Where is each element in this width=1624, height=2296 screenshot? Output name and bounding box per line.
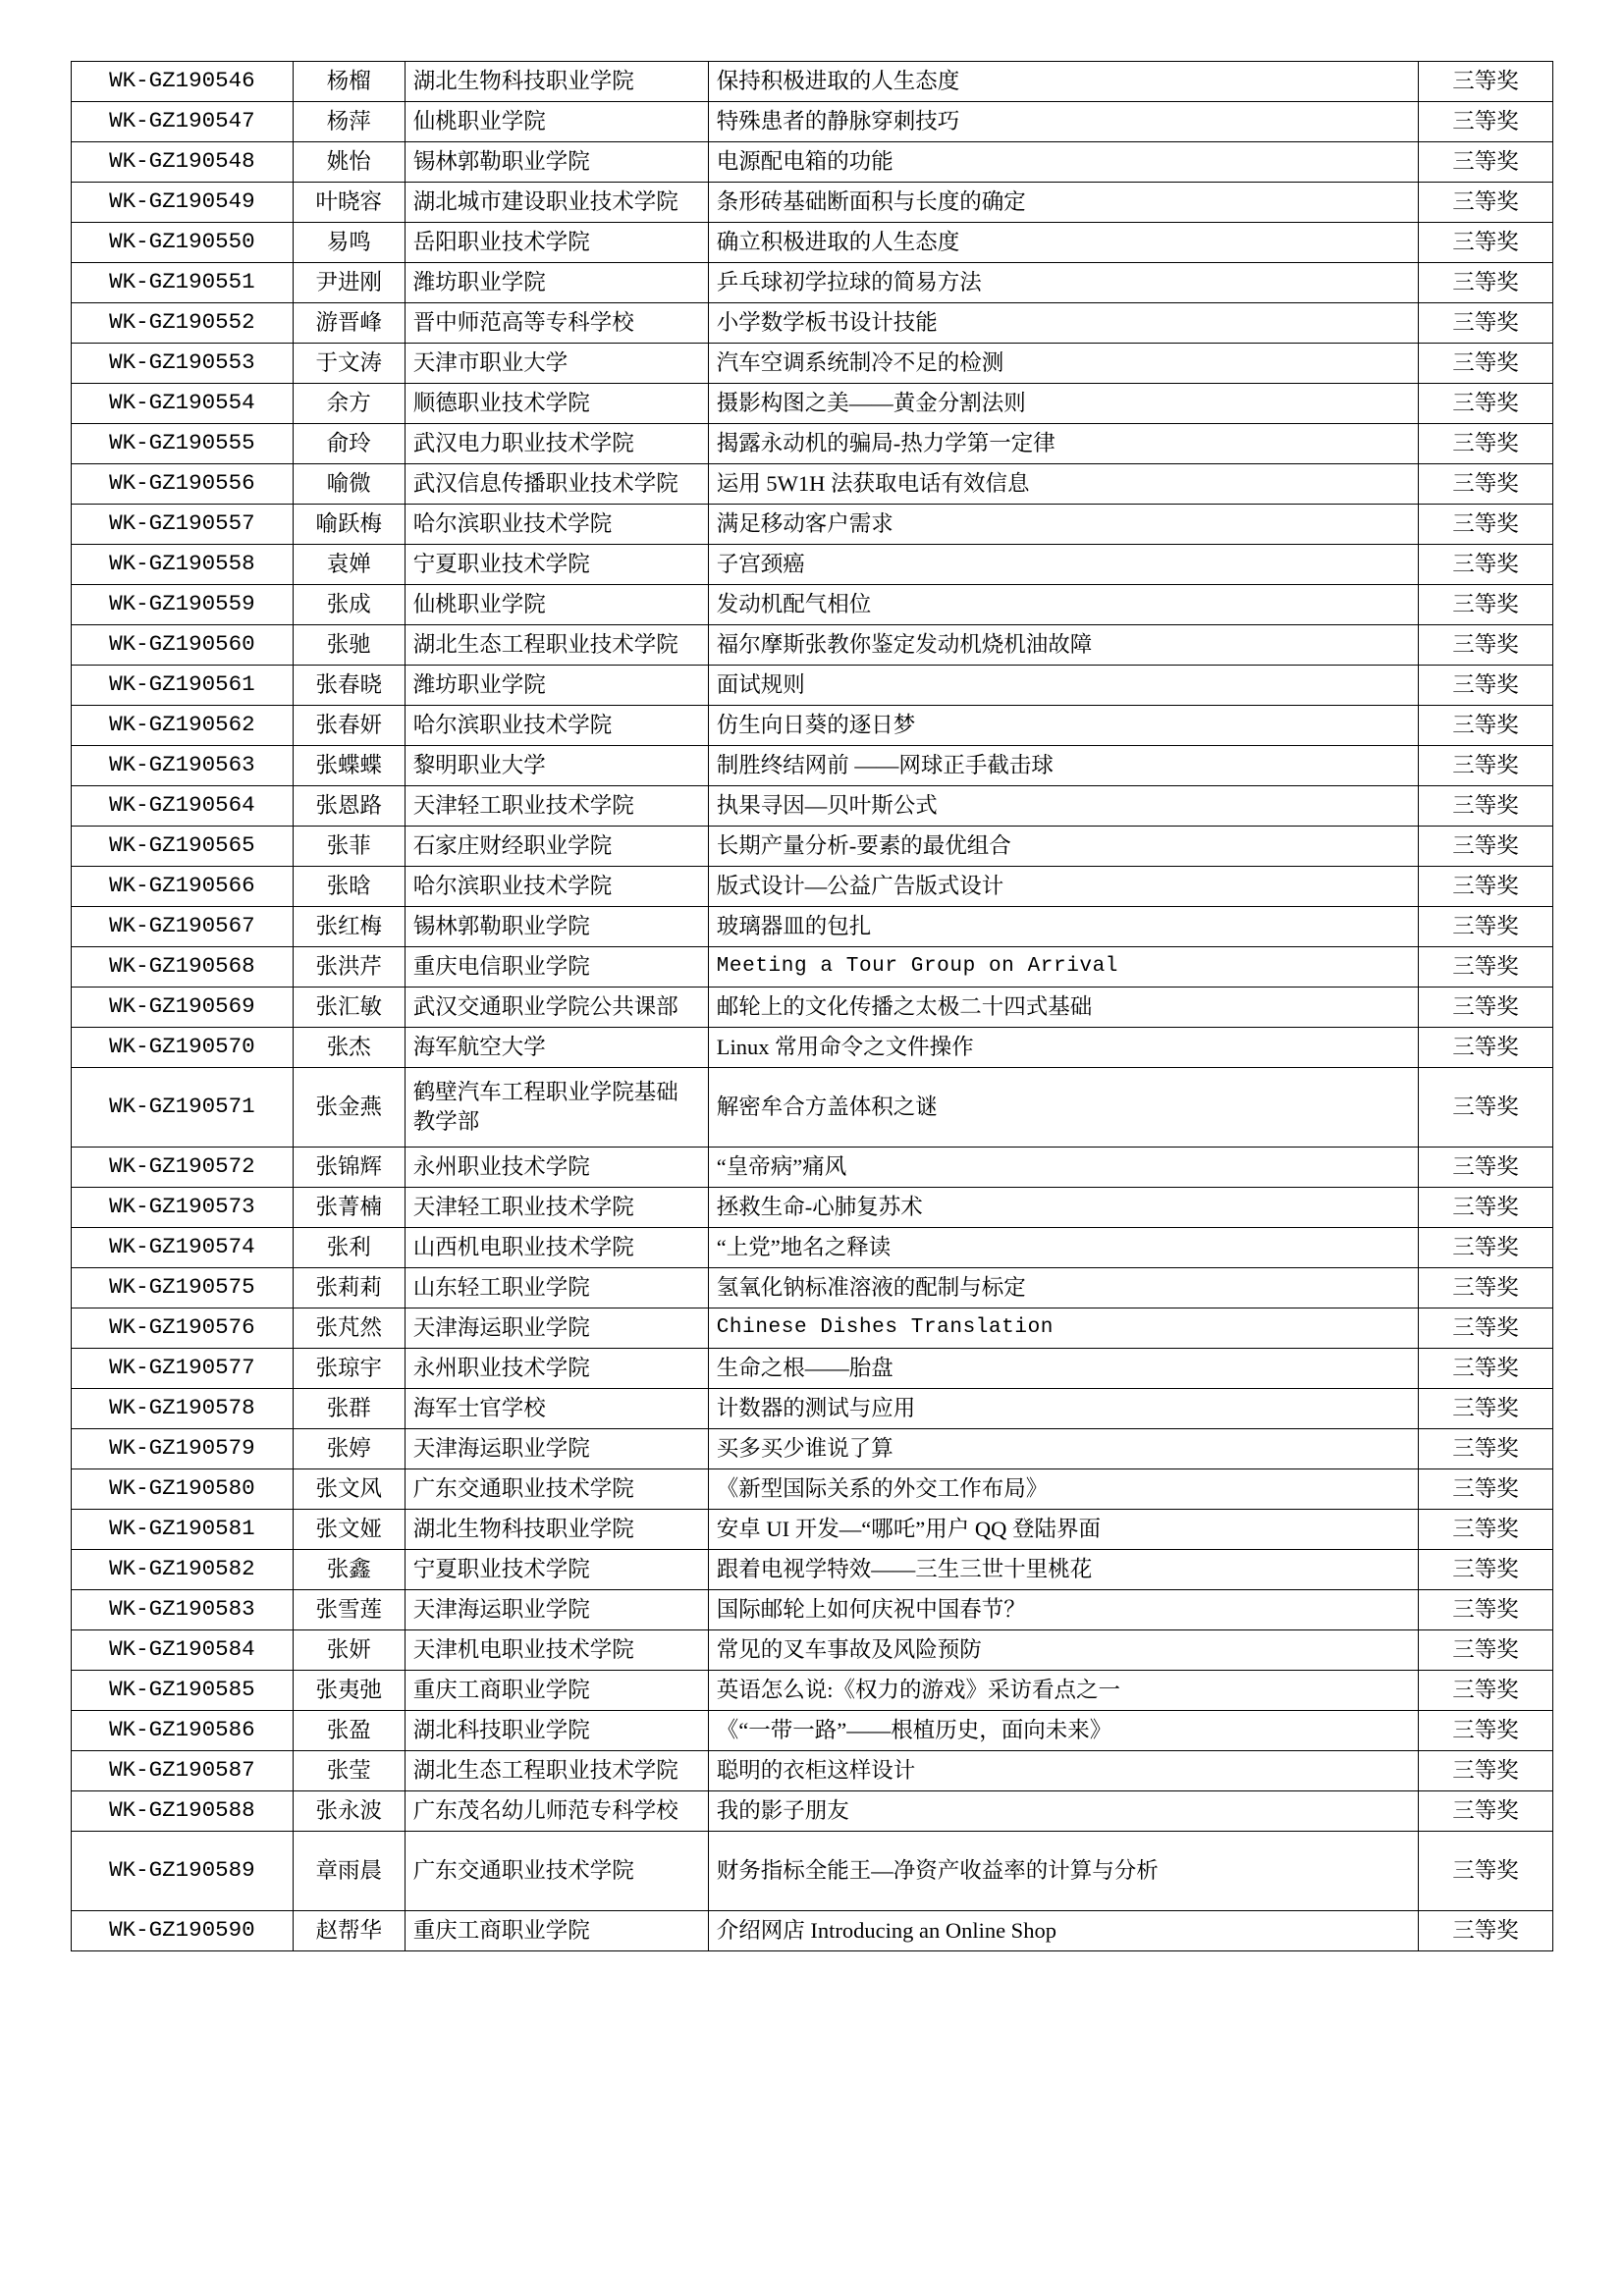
cell-award: 三等奖 — [1419, 1911, 1553, 1951]
cell-award: 三等奖 — [1419, 1630, 1553, 1671]
cell-title: 满足移动客户需求 — [708, 505, 1418, 545]
cell-organization: 湖北生态工程职业技术学院 — [405, 1751, 708, 1791]
cell-name: 喻微 — [293, 464, 405, 505]
table-row — [72, 988, 1553, 1028]
cell-code: WK-GZ190570 — [72, 1028, 294, 1068]
cell-code: WK-GZ190554 — [72, 384, 294, 424]
cell-organization: 天津海运职业学院 — [405, 1308, 708, 1349]
cell-organization: 晋中师范高等专科学校 — [405, 303, 708, 344]
cell-organization: 重庆工商职业学院 — [405, 1671, 708, 1711]
cell-award: 三等奖 — [1419, 1429, 1553, 1469]
cell-organization: 湖北生物科技职业学院 — [405, 62, 708, 102]
table-row — [72, 1911, 1553, 1951]
table-row — [72, 947, 1553, 988]
cell-name: 张春妍 — [293, 706, 405, 746]
cell-title: 福尔摩斯张教你鉴定发动机烧机油故障 — [708, 625, 1418, 666]
cell-title: 玻璃器皿的包扎 — [708, 907, 1418, 947]
cell-award: 三等奖 — [1419, 1389, 1553, 1429]
cell-organization: 永州职业技术学院 — [405, 1349, 708, 1389]
cell-award: 三等奖 — [1419, 1188, 1553, 1228]
cell-award: 三等奖 — [1419, 746, 1553, 786]
table-row — [72, 142, 1553, 183]
cell-award: 三等奖 — [1419, 988, 1553, 1028]
cell-award: 三等奖 — [1419, 344, 1553, 384]
cell-organization: 潍坊职业学院 — [405, 666, 708, 706]
cell-award: 三等奖 — [1419, 142, 1553, 183]
cell-name: 章雨晨 — [293, 1832, 405, 1911]
cell-organization: 天津海运职业学院 — [405, 1590, 708, 1630]
table-row — [72, 1349, 1553, 1389]
table-row — [72, 1832, 1553, 1911]
cell-code: WK-GZ190583 — [72, 1590, 294, 1630]
cell-code: WK-GZ190560 — [72, 625, 294, 666]
cell-title: 邮轮上的文化传播之太极二十四式基础 — [708, 988, 1418, 1028]
cell-name: 杨榴 — [293, 62, 405, 102]
cell-title: 乒乓球初学拉球的简易方法 — [708, 263, 1418, 303]
cell-title: 常见的叉车事故及风险预防 — [708, 1630, 1418, 1671]
cell-code: WK-GZ190589 — [72, 1832, 294, 1911]
cell-award: 三等奖 — [1419, 464, 1553, 505]
table-row — [72, 1630, 1553, 1671]
cell-name: 张芃然 — [293, 1308, 405, 1349]
cell-code: WK-GZ190562 — [72, 706, 294, 746]
cell-organization: 湖北生物科技职业学院 — [405, 1510, 708, 1550]
cell-award: 三等奖 — [1419, 1791, 1553, 1832]
table-row — [72, 827, 1553, 867]
cell-title: 保持积极进取的人生态度 — [708, 62, 1418, 102]
cell-name: 赵帮华 — [293, 1911, 405, 1951]
cell-title: 解密牟合方盖体积之谜 — [708, 1068, 1418, 1148]
cell-code: WK-GZ190573 — [72, 1188, 294, 1228]
cell-award: 三等奖 — [1419, 1028, 1553, 1068]
cell-code: WK-GZ190575 — [72, 1268, 294, 1308]
cell-code: WK-GZ190581 — [72, 1510, 294, 1550]
cell-award: 三等奖 — [1419, 545, 1553, 585]
cell-code: WK-GZ190558 — [72, 545, 294, 585]
cell-code: WK-GZ190548 — [72, 142, 294, 183]
table-row — [72, 505, 1553, 545]
cell-title: 财务指标全能王—净资产收益率的计算与分析 — [708, 1832, 1418, 1911]
cell-organization: 海军航空大学 — [405, 1028, 708, 1068]
cell-code: WK-GZ190563 — [72, 746, 294, 786]
cell-organization: 潍坊职业学院 — [405, 263, 708, 303]
table-row — [72, 1188, 1553, 1228]
cell-name: 易鸣 — [293, 223, 405, 263]
cell-name: 张菲 — [293, 827, 405, 867]
cell-organization: 湖北生态工程职业技术学院 — [405, 625, 708, 666]
cell-title: 聪明的衣柜这样设计 — [708, 1751, 1418, 1791]
cell-award: 三等奖 — [1419, 1671, 1553, 1711]
cell-organization: 顺德职业技术学院 — [405, 384, 708, 424]
cell-award: 三等奖 — [1419, 867, 1553, 907]
cell-award: 三等奖 — [1419, 827, 1553, 867]
cell-title: 子宫颈癌 — [708, 545, 1418, 585]
cell-title: Chinese Dishes Translation — [708, 1308, 1418, 1349]
cell-award: 三等奖 — [1419, 1228, 1553, 1268]
cell-name: 游晋峰 — [293, 303, 405, 344]
table-row — [72, 183, 1553, 223]
cell-title: 跟着电视学特效——三生三世十里桃花 — [708, 1550, 1418, 1590]
cell-code: WK-GZ190578 — [72, 1389, 294, 1429]
cell-title: 英语怎么说:《权力的游戏》采访看点之一 — [708, 1671, 1418, 1711]
table-row — [72, 263, 1553, 303]
cell-code: WK-GZ190552 — [72, 303, 294, 344]
cell-code: WK-GZ190551 — [72, 263, 294, 303]
table-row — [72, 867, 1553, 907]
cell-award: 三等奖 — [1419, 1550, 1553, 1590]
cell-name: 张金燕 — [293, 1068, 405, 1148]
cell-name: 张晗 — [293, 867, 405, 907]
table-row — [72, 666, 1553, 706]
cell-award: 三等奖 — [1419, 1268, 1553, 1308]
cell-award: 三等奖 — [1419, 1510, 1553, 1550]
cell-organization: 石家庄财经职业学院 — [405, 827, 708, 867]
table-row — [72, 1590, 1553, 1630]
cell-organization: 广东茂名幼儿师范专科学校 — [405, 1791, 708, 1832]
cell-name: 余方 — [293, 384, 405, 424]
cell-code: WK-GZ190567 — [72, 907, 294, 947]
cell-organization: 天津轻工职业技术学院 — [405, 1188, 708, 1228]
cell-title: 氢氧化钠标准溶液的配制与标定 — [708, 1268, 1418, 1308]
cell-award: 三等奖 — [1419, 585, 1553, 625]
cell-organization: 哈尔滨职业技术学院 — [405, 867, 708, 907]
cell-code: WK-GZ190555 — [72, 424, 294, 464]
cell-name: 张琼宇 — [293, 1349, 405, 1389]
cell-organization: 黎明职业大学 — [405, 746, 708, 786]
table-row — [72, 706, 1553, 746]
cell-title: “上党”地名之释读 — [708, 1228, 1418, 1268]
table-row — [72, 1751, 1553, 1791]
cell-code: WK-GZ190572 — [72, 1148, 294, 1188]
cell-name: 张锦辉 — [293, 1148, 405, 1188]
cell-title: 条形砖基础断面积与长度的确定 — [708, 183, 1418, 223]
cell-code: WK-GZ190582 — [72, 1550, 294, 1590]
cell-organization: 天津市职业大学 — [405, 344, 708, 384]
cell-organization: 宁夏职业技术学院 — [405, 545, 708, 585]
table-row — [72, 62, 1553, 102]
cell-organization: 武汉电力职业技术学院 — [405, 424, 708, 464]
cell-organization: 鹤壁汽车工程职业学院基础教学部 — [405, 1068, 708, 1148]
cell-code: WK-GZ190556 — [72, 464, 294, 505]
cell-code: WK-GZ190569 — [72, 988, 294, 1028]
cell-title: 拯救生命-心肺复苏术 — [708, 1188, 1418, 1228]
cell-award: 三等奖 — [1419, 424, 1553, 464]
cell-code: WK-GZ190588 — [72, 1791, 294, 1832]
table-row — [72, 1429, 1553, 1469]
cell-organization: 锡林郭勒职业学院 — [405, 907, 708, 947]
cell-title: 小学数学板书设计技能 — [708, 303, 1418, 344]
table-row — [72, 585, 1553, 625]
table-row — [72, 625, 1553, 666]
cell-name: 张红梅 — [293, 907, 405, 947]
cell-organization: 武汉信息传播职业技术学院 — [405, 464, 708, 505]
cell-name: 张利 — [293, 1228, 405, 1268]
cell-code: WK-GZ190586 — [72, 1711, 294, 1751]
cell-code: WK-GZ190580 — [72, 1469, 294, 1510]
cell-name: 张菁楠 — [293, 1188, 405, 1228]
cell-award: 三等奖 — [1419, 263, 1553, 303]
cell-organization: 永州职业技术学院 — [405, 1148, 708, 1188]
cell-title: “皇帝病”痛风 — [708, 1148, 1418, 1188]
cell-title: 确立积极进取的人生态度 — [708, 223, 1418, 263]
cell-code: WK-GZ190579 — [72, 1429, 294, 1469]
cell-name: 张莹 — [293, 1751, 405, 1791]
cell-award: 三等奖 — [1419, 666, 1553, 706]
cell-code: WK-GZ190590 — [72, 1911, 294, 1951]
cell-title: 面试规则 — [708, 666, 1418, 706]
cell-name: 张鑫 — [293, 1550, 405, 1590]
table-row — [72, 746, 1553, 786]
cell-code: WK-GZ190559 — [72, 585, 294, 625]
cell-title: 运用 5W1H 法获取电话有效信息 — [708, 464, 1418, 505]
cell-name: 张婷 — [293, 1429, 405, 1469]
cell-name: 张恩路 — [293, 786, 405, 827]
cell-award: 三等奖 — [1419, 1308, 1553, 1349]
cell-organization: 哈尔滨职业技术学院 — [405, 706, 708, 746]
cell-award: 三等奖 — [1419, 505, 1553, 545]
cell-code: WK-GZ190546 — [72, 62, 294, 102]
cell-name: 杨萍 — [293, 102, 405, 142]
table-row — [72, 303, 1553, 344]
table-row — [72, 424, 1553, 464]
table-row — [72, 1550, 1553, 1590]
table-row — [72, 1389, 1553, 1429]
cell-award: 三等奖 — [1419, 1349, 1553, 1389]
table-row — [72, 1510, 1553, 1550]
cell-title: 版式设计—公益广告版式设计 — [708, 867, 1418, 907]
table-row — [72, 1671, 1553, 1711]
table-row — [72, 1268, 1553, 1308]
cell-title: 《“一带一路”——根植历史，面向未来》 — [708, 1711, 1418, 1751]
cell-organization: 仙桃职业学院 — [405, 102, 708, 142]
cell-title: Linux 常用命令之文件操作 — [708, 1028, 1418, 1068]
cell-code: WK-GZ190587 — [72, 1751, 294, 1791]
award-list-table — [71, 61, 1553, 1951]
cell-organization: 湖北城市建设职业技术学院 — [405, 183, 708, 223]
cell-code: WK-GZ190564 — [72, 786, 294, 827]
cell-title: 安卓 UI 开发—“哪吒”用户 QQ 登陆界面 — [708, 1510, 1418, 1550]
table-row — [72, 1308, 1553, 1349]
cell-name: 张杰 — [293, 1028, 405, 1068]
cell-name: 张群 — [293, 1389, 405, 1429]
table-row — [72, 1711, 1553, 1751]
cell-award: 三等奖 — [1419, 947, 1553, 988]
cell-title: 长期产量分析-要素的最优组合 — [708, 827, 1418, 867]
cell-code: WK-GZ190557 — [72, 505, 294, 545]
cell-award: 三等奖 — [1419, 1148, 1553, 1188]
cell-name: 张永波 — [293, 1791, 405, 1832]
cell-organization: 天津机电职业技术学院 — [405, 1630, 708, 1671]
cell-name: 姚怡 — [293, 142, 405, 183]
table-row — [72, 1469, 1553, 1510]
cell-title: 执果寻因—贝叶斯公式 — [708, 786, 1418, 827]
cell-code: WK-GZ190566 — [72, 867, 294, 907]
cell-name: 张夷弛 — [293, 1671, 405, 1711]
cell-name: 张莉莉 — [293, 1268, 405, 1308]
cell-organization: 广东交通职业技术学院 — [405, 1469, 708, 1510]
cell-name: 张洪芹 — [293, 947, 405, 988]
cell-award: 三等奖 — [1419, 384, 1553, 424]
cell-name: 喻跃梅 — [293, 505, 405, 545]
cell-title: 计数器的测试与应用 — [708, 1389, 1418, 1429]
cell-organization: 武汉交通职业学院公共课部 — [405, 988, 708, 1028]
cell-award: 三等奖 — [1419, 303, 1553, 344]
cell-code: WK-GZ190568 — [72, 947, 294, 988]
cell-name: 张盈 — [293, 1711, 405, 1751]
cell-award: 三等奖 — [1419, 1751, 1553, 1791]
cell-name: 张春晓 — [293, 666, 405, 706]
cell-name: 俞玲 — [293, 424, 405, 464]
cell-name: 张雪莲 — [293, 1590, 405, 1630]
cell-name: 张成 — [293, 585, 405, 625]
cell-name: 张妍 — [293, 1630, 405, 1671]
cell-organization: 山西机电职业技术学院 — [405, 1228, 708, 1268]
cell-code: WK-GZ190549 — [72, 183, 294, 223]
cell-award: 三等奖 — [1419, 1469, 1553, 1510]
cell-title: 买多买少谁说了算 — [708, 1429, 1418, 1469]
cell-organization: 山东轻工职业学院 — [405, 1268, 708, 1308]
table-row — [72, 464, 1553, 505]
cell-name: 张蝶蝶 — [293, 746, 405, 786]
cell-organization: 哈尔滨职业技术学院 — [405, 505, 708, 545]
cell-code: WK-GZ190550 — [72, 223, 294, 263]
cell-title: 电源配电箱的功能 — [708, 142, 1418, 183]
cell-award: 三等奖 — [1419, 786, 1553, 827]
cell-award: 三等奖 — [1419, 62, 1553, 102]
cell-award: 三等奖 — [1419, 183, 1553, 223]
table-row — [72, 907, 1553, 947]
cell-award: 三等奖 — [1419, 907, 1553, 947]
cell-name: 张文娅 — [293, 1510, 405, 1550]
table-row — [72, 1068, 1553, 1148]
cell-organization: 天津海运职业学院 — [405, 1429, 708, 1469]
cell-code: WK-GZ190565 — [72, 827, 294, 867]
cell-organization: 宁夏职业技术学院 — [405, 1550, 708, 1590]
cell-title: 特殊患者的静脉穿刺技巧 — [708, 102, 1418, 142]
cell-award: 三等奖 — [1419, 1068, 1553, 1148]
cell-organization: 重庆工商职业学院 — [405, 1911, 708, 1951]
cell-award: 三等奖 — [1419, 1590, 1553, 1630]
cell-code: WK-GZ190584 — [72, 1630, 294, 1671]
cell-award: 三等奖 — [1419, 223, 1553, 263]
cell-award: 三等奖 — [1419, 706, 1553, 746]
cell-name: 张文风 — [293, 1469, 405, 1510]
cell-title: 国际邮轮上如何庆祝中国春节？ — [708, 1590, 1418, 1630]
cell-award: 三等奖 — [1419, 1711, 1553, 1751]
table-row — [72, 384, 1553, 424]
cell-title: 仿生向日葵的逐日梦 — [708, 706, 1418, 746]
table-row — [72, 1791, 1553, 1832]
cell-code: WK-GZ190547 — [72, 102, 294, 142]
cell-name: 于文涛 — [293, 344, 405, 384]
cell-code: WK-GZ190585 — [72, 1671, 294, 1711]
cell-name: 叶晓容 — [293, 183, 405, 223]
cell-award: 三等奖 — [1419, 625, 1553, 666]
table-row — [72, 344, 1553, 384]
cell-organization: 湖北科技职业学院 — [405, 1711, 708, 1751]
cell-award: 三等奖 — [1419, 1832, 1553, 1911]
cell-name: 张驰 — [293, 625, 405, 666]
cell-organization: 重庆电信职业学院 — [405, 947, 708, 988]
cell-title: 揭露永动机的骗局-热力学第一定律 — [708, 424, 1418, 464]
cell-organization: 锡林郭勒职业学院 — [405, 142, 708, 183]
award-table-body — [72, 62, 1553, 1951]
cell-award: 三等奖 — [1419, 102, 1553, 142]
table-row — [72, 1148, 1553, 1188]
cell-organization: 广东交通职业技术学院 — [405, 1832, 708, 1911]
table-row — [72, 1228, 1553, 1268]
cell-title: 汽车空调系统制冷不足的检测 — [708, 344, 1418, 384]
table-row — [72, 102, 1553, 142]
cell-code: WK-GZ190576 — [72, 1308, 294, 1349]
cell-code: WK-GZ190571 — [72, 1068, 294, 1148]
cell-title: 介绍网店 Introducing an Online Shop — [708, 1911, 1418, 1951]
table-row — [72, 1028, 1553, 1068]
cell-code: WK-GZ190561 — [72, 666, 294, 706]
cell-title: 发动机配气相位 — [708, 585, 1418, 625]
cell-code: WK-GZ190577 — [72, 1349, 294, 1389]
cell-name: 张汇敏 — [293, 988, 405, 1028]
cell-code: WK-GZ190553 — [72, 344, 294, 384]
cell-title: Meeting a Tour Group on Arrival — [708, 947, 1418, 988]
cell-organization: 海军士官学校 — [405, 1389, 708, 1429]
cell-title: 我的影子朋友 — [708, 1791, 1418, 1832]
cell-organization: 天津轻工职业技术学院 — [405, 786, 708, 827]
cell-organization: 岳阳职业技术学院 — [405, 223, 708, 263]
cell-organization: 仙桃职业学院 — [405, 585, 708, 625]
cell-code: WK-GZ190574 — [72, 1228, 294, 1268]
cell-title: 生命之根——胎盘 — [708, 1349, 1418, 1389]
cell-name: 袁婵 — [293, 545, 405, 585]
cell-title: 《新型国际关系的外交工作布局》 — [708, 1469, 1418, 1510]
table-row — [72, 223, 1553, 263]
table-row — [72, 545, 1553, 585]
cell-title: 摄影构图之美——黄金分割法则 — [708, 384, 1418, 424]
cell-name: 尹进刚 — [293, 263, 405, 303]
cell-title: 制胜终结网前 ——网球正手截击球 — [708, 746, 1418, 786]
table-row — [72, 786, 1553, 827]
